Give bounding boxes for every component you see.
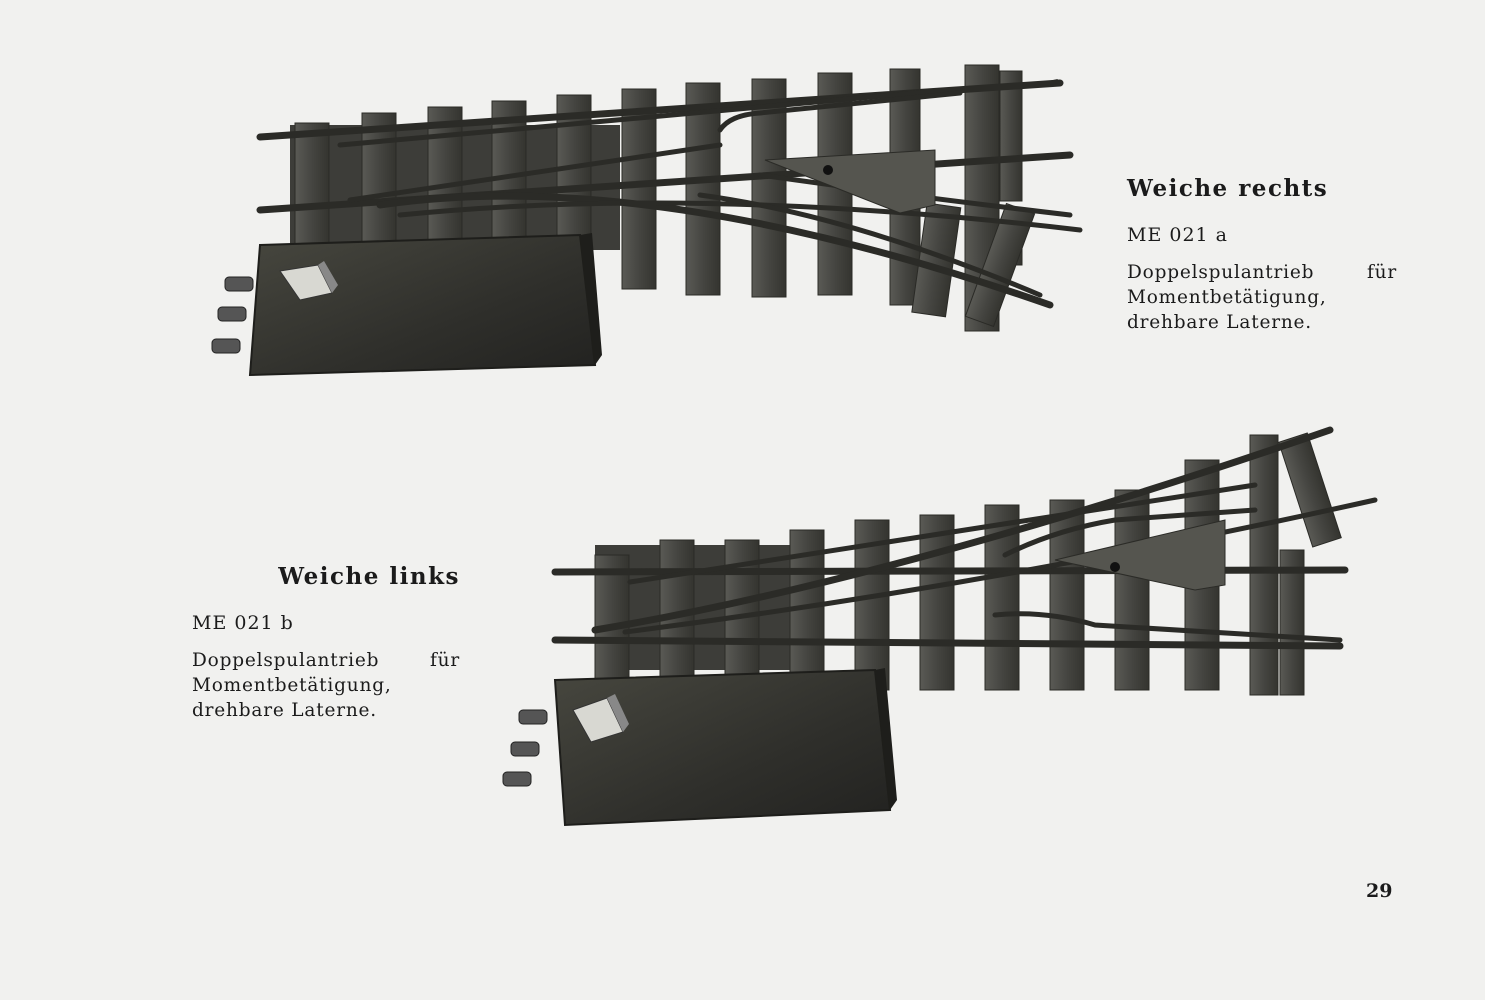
- article-code: ME 021 a: [1127, 224, 1228, 246]
- turnout-left-motor: [503, 668, 897, 825]
- caption-description: Doppelspulantrieb für Momentbetätigung, drehbare Laterne.: [192, 650, 460, 721]
- turnout-right-photo: [200, 55, 1090, 400]
- caption-title: Weiche rechts: [1127, 175, 1329, 202]
- caption-weiche-links: [192, 560, 460, 723]
- turnout-right-motor: [212, 233, 602, 375]
- turnout-right-rail-ends: [1040, 81, 1068, 156]
- page-number: 29: [1366, 880, 1393, 902]
- caption-title: Weiche links: [278, 563, 460, 590]
- article-code: ME 021 b: [192, 612, 294, 634]
- caption-weiche-rechts: [1127, 172, 1397, 335]
- caption-description: Doppelspulantrieb für Momentbetätigung, drehbare Laterne.: [1127, 262, 1397, 333]
- turnout-left-photo: [495, 420, 1390, 830]
- turnout-left-ties: [595, 433, 1341, 695]
